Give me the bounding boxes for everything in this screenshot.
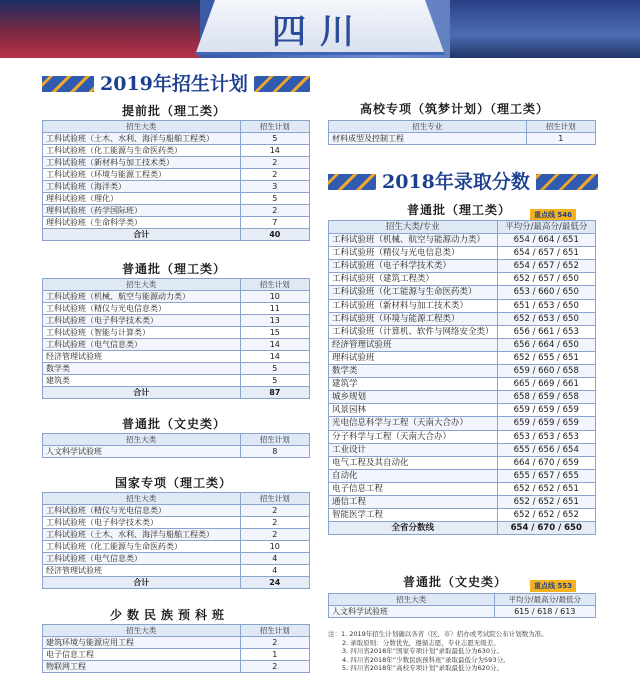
table-row	[329, 273, 596, 286]
total-label: 合计	[43, 577, 241, 589]
table-row	[329, 606, 596, 618]
row-value: 13	[240, 315, 309, 327]
row-value: 615 / 618 / 613	[494, 606, 595, 618]
row-value: 2	[240, 661, 309, 673]
table-row	[43, 303, 310, 315]
table-title: 国家专项（理工类）	[115, 476, 233, 490]
row-value: 1	[526, 133, 595, 145]
row-label: 工科试验班（精仪与光电信息类）	[43, 505, 241, 517]
total-value: 24	[240, 577, 309, 589]
table-row	[43, 363, 310, 375]
footnotes	[328, 630, 633, 673]
row-label: 电子信息工程	[329, 482, 498, 495]
plan-table-putong-ligong	[42, 278, 310, 399]
row-label: 工科试验班（电子科学技术类）	[329, 260, 498, 273]
plan-table-tiqian	[42, 120, 310, 241]
total-label: 全省分数线	[329, 522, 498, 535]
row-label: 工业设计	[329, 443, 498, 456]
row-value: 665 / 669 / 661	[497, 378, 595, 391]
row-value: 10	[240, 541, 309, 553]
total-label: 合计	[43, 387, 241, 399]
footnote-line: 4. 四川省2018年“少数民族预科班”录取最低分为593分。	[342, 655, 510, 664]
table-header-row	[43, 493, 310, 505]
row-value: 654 / 657 / 652	[497, 260, 595, 273]
column-header: 平均分/最高分/最低分	[494, 594, 595, 606]
table-row	[43, 553, 310, 565]
table-title: 普通批（理工类）	[122, 262, 227, 276]
table-header-row	[43, 434, 310, 446]
row-label: 工科试验班（机械、航空与能源动力类）	[329, 234, 498, 247]
table-row	[329, 351, 596, 364]
total-row	[43, 387, 310, 399]
row-label: 电子信息工程	[43, 649, 241, 661]
table-row	[329, 325, 596, 338]
section-ribbon-2019	[42, 72, 310, 96]
table-title: 提前批（理工类）	[122, 104, 227, 118]
column-header: 招生专业	[329, 121, 527, 133]
row-label: 工科试验班（精仪与光电信息类）	[43, 303, 241, 315]
row-value: 5	[240, 363, 309, 375]
table-row	[329, 456, 596, 469]
column-header: 招生大类	[43, 625, 241, 637]
table-header-row	[43, 121, 310, 133]
row-label: 工科试验班（机械、航空与能源动力类）	[43, 291, 241, 303]
row-value: 654 / 657 / 651	[497, 247, 595, 260]
table-row	[43, 181, 310, 193]
table-row	[329, 509, 596, 522]
row-label: 工科试验班（建筑工程类）	[329, 273, 498, 286]
table-row	[43, 637, 310, 649]
table-row	[43, 157, 310, 169]
row-label: 工科试验班（电气信息类）	[43, 553, 241, 565]
table-row	[329, 133, 596, 145]
row-label: 经济管理试验班	[43, 565, 241, 577]
row-value: 655 / 656 / 654	[497, 443, 595, 456]
row-label: 工科试验班（智能与计算类）	[43, 327, 241, 339]
row-label: 光电信息科学与工程（天南大合办）	[329, 417, 498, 430]
section-title-2018: 2018年录取分数	[376, 170, 536, 194]
row-value: 656 / 661 / 653	[497, 325, 595, 338]
row-value: 14	[240, 351, 309, 363]
cutoff-badge: 重点线 553	[530, 580, 576, 592]
table-title: 普通批（文史类）	[122, 417, 227, 431]
table-row	[329, 430, 596, 443]
row-label: 智能医学工程	[329, 509, 498, 522]
row-label: 工科试验班（电子科学技术类）	[43, 315, 241, 327]
footnote-line: 3. 四川省2018年“国家专项计划”录取最低分为630分。	[342, 647, 503, 656]
row-label: 自动化	[329, 469, 498, 482]
header-banner	[0, 0, 640, 58]
total-value: 87	[240, 387, 309, 399]
column-header: 招生计划	[526, 121, 595, 133]
row-value: 652 / 657 / 650	[497, 273, 595, 286]
table-row	[329, 495, 596, 508]
row-value: 10	[240, 291, 309, 303]
plan-table-minzu	[42, 624, 310, 673]
table-row	[329, 417, 596, 430]
table-row	[329, 391, 596, 404]
plan-table-guojia	[42, 492, 310, 589]
province-title: 四川	[272, 12, 368, 52]
table-row	[329, 260, 596, 273]
row-value: 2	[240, 637, 309, 649]
column-header: 招生计划	[240, 493, 309, 505]
row-label: 工科试验班（土木、水利、海洋与船舶工程类）	[43, 529, 241, 541]
row-label: 风景园林	[329, 404, 498, 417]
total-label: 合计	[43, 229, 241, 241]
table-row	[43, 327, 310, 339]
row-value: 2	[240, 157, 309, 169]
footnote-line: 5. 四川省2018年“高校专项计划”录取最低分为620分。	[342, 664, 503, 673]
table-row	[329, 365, 596, 378]
total-row	[43, 577, 310, 589]
row-label: 工科试验班（化工能源与生命医药类）	[43, 541, 241, 553]
table-row	[43, 169, 310, 181]
row-label: 工科试验班（环境与能源工程类）	[43, 169, 241, 181]
row-label: 理科试验班（药学国际班）	[43, 205, 241, 217]
row-value: 5	[240, 375, 309, 387]
table-row	[329, 312, 596, 325]
row-value: 5	[240, 133, 309, 145]
row-value: 15	[240, 327, 309, 339]
row-value: 659 / 660 / 658	[497, 365, 595, 378]
row-value: 2	[240, 205, 309, 217]
row-label: 城乡规划	[329, 391, 498, 404]
row-value: 3	[240, 181, 309, 193]
table-row	[43, 505, 310, 517]
table-row	[43, 351, 310, 363]
table-header-row	[43, 625, 310, 637]
table-row	[329, 247, 596, 260]
table-row	[329, 404, 596, 417]
row-label: 通信工程	[329, 495, 498, 508]
row-label: 经济管理试验班	[329, 338, 498, 351]
table-row	[43, 205, 310, 217]
table-row	[43, 133, 310, 145]
column-header: 招生大类	[43, 493, 241, 505]
row-label: 分子科学与工程（天南大合办）	[329, 430, 498, 443]
row-value: 655 / 657 / 655	[497, 469, 595, 482]
table-row	[329, 443, 596, 456]
table-row	[43, 217, 310, 229]
table-row	[43, 517, 310, 529]
section-ribbon-2018	[328, 170, 598, 194]
row-label: 建筑类	[43, 375, 241, 387]
row-label: 人文科学试验班	[43, 446, 241, 458]
row-label: 工科试验班（化工能源与生命医药类）	[43, 145, 241, 157]
row-value: 2	[240, 517, 309, 529]
row-label: 工科试验班（电气信息类）	[43, 339, 241, 351]
total-value: 654 / 670 / 650	[497, 522, 595, 535]
row-label: 物联网工程	[43, 661, 241, 673]
city-photo-left	[0, 0, 200, 58]
row-label: 电气工程及其自动化	[329, 456, 498, 469]
table-title: 普通批（文史类）	[403, 575, 508, 589]
table-row	[329, 234, 596, 247]
column-header: 平均分/最高分/最低分	[497, 221, 595, 234]
row-label: 建筑环境与能源应用工程	[43, 637, 241, 649]
row-label: 工科试验班（新材料与加工技术类）	[329, 299, 498, 312]
table-row	[329, 286, 596, 299]
table-row	[43, 193, 310, 205]
table-title: 高校专项（筑梦计划）（理工类）	[360, 102, 550, 116]
table-row	[43, 661, 310, 673]
row-value: 11	[240, 303, 309, 315]
column-header: 招生大类	[43, 434, 241, 446]
score-table-wenshi	[328, 593, 596, 618]
total-value: 40	[240, 229, 309, 241]
table-header-row	[43, 279, 310, 291]
row-label: 理科试验班（生命科学类）	[43, 217, 241, 229]
row-label: 工科试验班（环境与能源工程类）	[329, 312, 498, 325]
total-row	[329, 522, 596, 535]
plan-table-putong-wenshi	[42, 433, 310, 458]
row-value: 652 / 652 / 652	[497, 509, 595, 522]
row-value: 664 / 670 / 659	[497, 456, 595, 469]
row-label: 数学类	[329, 365, 498, 378]
row-value: 7	[240, 217, 309, 229]
row-label: 工科试验班（海洋类）	[43, 181, 241, 193]
table-title: 少数民族预科班	[110, 608, 230, 622]
row-label: 工科试验班（新材料与加工技术类）	[43, 157, 241, 169]
table-row	[43, 649, 310, 661]
table-header-row	[329, 221, 596, 234]
row-value: 652 / 653 / 650	[497, 312, 595, 325]
table-header-row	[329, 121, 596, 133]
column-header: 招生计划	[240, 434, 309, 446]
table-row	[43, 291, 310, 303]
table-row	[43, 446, 310, 458]
row-label: 工科试验班（化工能源与生命医药类）	[329, 286, 498, 299]
row-label: 数学类	[43, 363, 241, 375]
row-value: 656 / 664 / 650	[497, 338, 595, 351]
table-row	[329, 338, 596, 351]
row-value: 5	[240, 193, 309, 205]
row-value: 652 / 652 / 651	[497, 495, 595, 508]
score-table-ligong	[328, 220, 596, 535]
table-title: 普通批（理工类）	[407, 203, 512, 217]
footnote-line: 2. 录取原则：分数优先，遵循志愿，专业志愿无级差。	[342, 638, 500, 647]
column-header: 招生计划	[240, 121, 309, 133]
table-header-row	[329, 594, 596, 606]
row-value: 659 / 659 / 659	[497, 404, 595, 417]
cutoff-badge: 重点线 546	[530, 209, 576, 221]
row-value: 653 / 660 / 650	[497, 286, 595, 299]
table-row	[329, 469, 596, 482]
table-row	[43, 145, 310, 157]
row-label: 工科试验班（土木、水利、海洋与船舶工程类）	[43, 133, 241, 145]
row-value: 658 / 659 / 658	[497, 391, 595, 404]
total-row	[43, 229, 310, 241]
row-label: 经济管理试验班	[43, 351, 241, 363]
row-value: 659 / 659 / 659	[497, 417, 595, 430]
row-value: 14	[240, 145, 309, 157]
row-value: 14	[240, 339, 309, 351]
column-header: 招生大类	[43, 279, 241, 291]
section-title-2019: 2019年招生计划	[94, 72, 254, 96]
plan-table-gaoxiao	[328, 120, 596, 145]
table-row	[43, 565, 310, 577]
row-label: 工科试验班（电子科学技术类）	[43, 517, 241, 529]
row-value: 2	[240, 529, 309, 541]
row-label: 建筑学	[329, 378, 498, 391]
row-value: 651 / 653 / 650	[497, 299, 595, 312]
table-row	[43, 375, 310, 387]
footnote-line: 注：1. 2019年招生计划确以各省（区、市）招办或考试院公布计划数为准。	[328, 630, 548, 638]
column-header: 招生大类/专业	[329, 221, 498, 234]
column-header: 招生计划	[240, 279, 309, 291]
row-value: 654 / 664 / 651	[497, 234, 595, 247]
row-value: 4	[240, 565, 309, 577]
row-value: 4	[240, 553, 309, 565]
table-row	[43, 541, 310, 553]
row-value: 2	[240, 169, 309, 181]
table-row	[329, 378, 596, 391]
row-label: 工科试验班（精仪与光电信息类）	[329, 247, 498, 260]
table-row	[43, 339, 310, 351]
row-label: 材料成型及控制工程	[329, 133, 527, 145]
row-label: 理科试验班（理化）	[43, 193, 241, 205]
table-row	[43, 529, 310, 541]
row-value: 653 / 653 / 653	[497, 430, 595, 443]
row-label: 理科试验班	[329, 351, 498, 364]
row-value: 652 / 652 / 651	[497, 482, 595, 495]
column-header: 招生计划	[240, 625, 309, 637]
row-label: 工科试验班（计算机、软件与网络安全类）	[329, 325, 498, 338]
row-value: 1	[240, 649, 309, 661]
column-header: 招生大类	[329, 594, 495, 606]
table-row	[329, 299, 596, 312]
row-value: 652 / 655 / 651	[497, 351, 595, 364]
row-label: 人文科学试验班	[329, 606, 495, 618]
column-header: 招生大类	[43, 121, 241, 133]
table-row	[43, 315, 310, 327]
row-value: 8	[240, 446, 309, 458]
city-photo-right	[450, 0, 640, 58]
table-row	[329, 482, 596, 495]
row-value: 2	[240, 505, 309, 517]
